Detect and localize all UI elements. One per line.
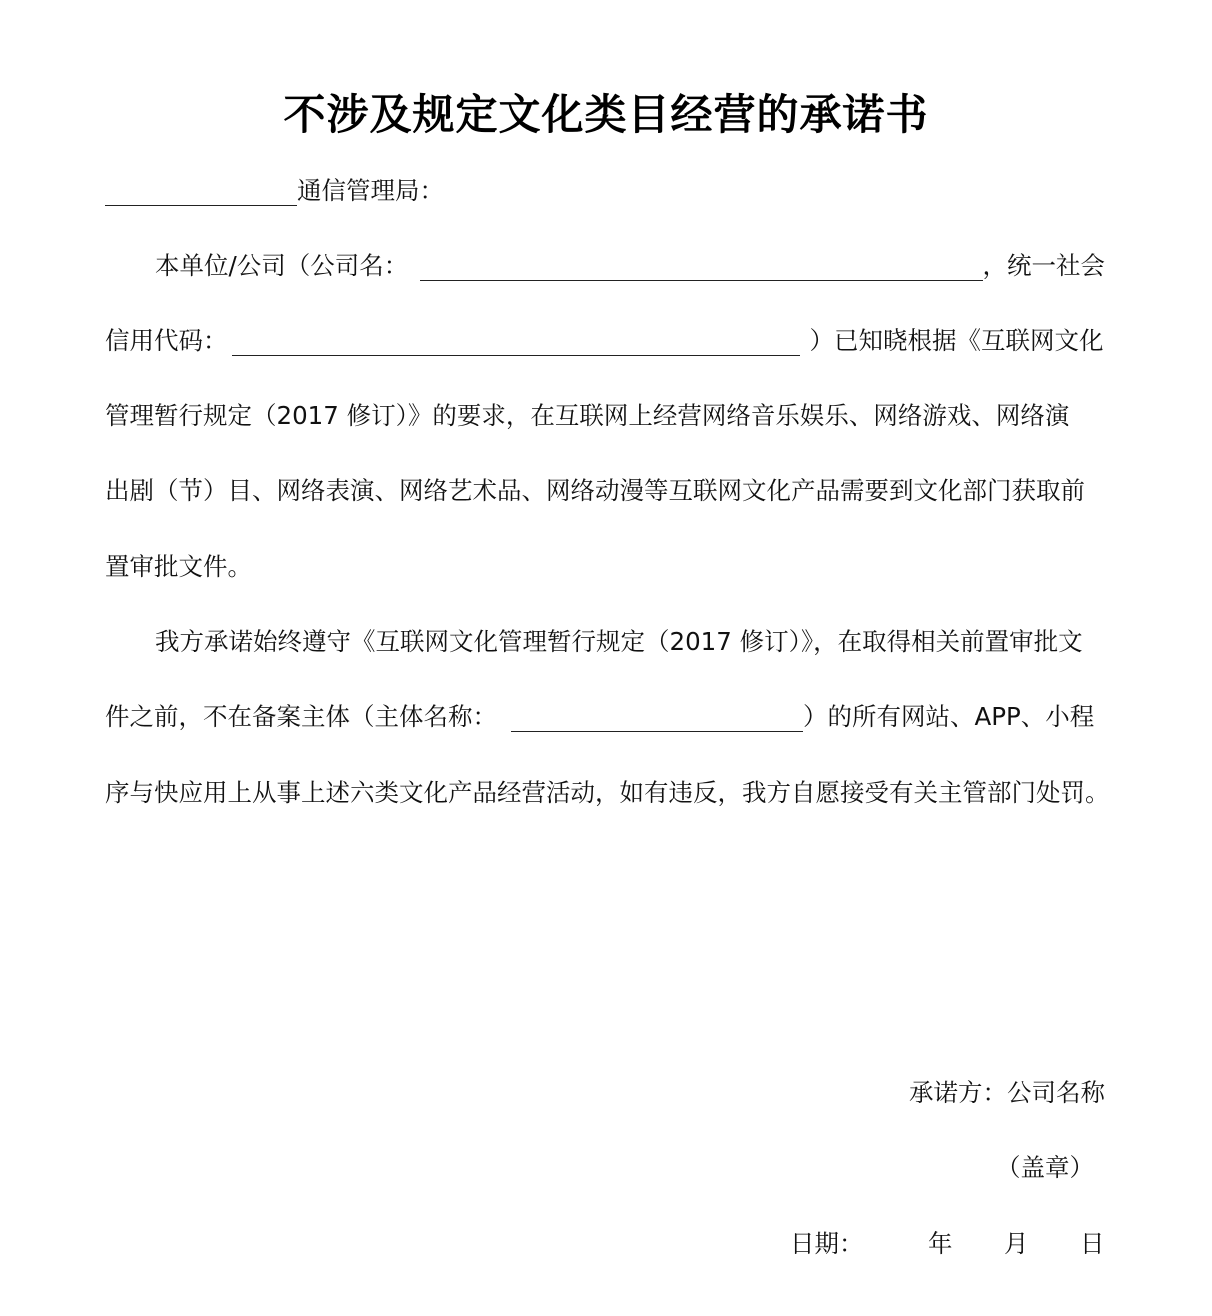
addressee-suffix: 通信管理局： bbox=[297, 176, 444, 205]
p1-line-1 bbox=[105, 246, 1105, 286]
p2-l3: 序与快应用上从事上述六类文化产品经营活动，如有违反，我方自愿接受有关主管部门处罚。 bbox=[105, 778, 1110, 807]
p2-line-2 bbox=[105, 697, 1105, 737]
date-row bbox=[790, 1224, 1106, 1264]
credit-code-blank[interactable] bbox=[232, 327, 800, 356]
date-label: 日期： bbox=[790, 1229, 864, 1258]
addressee-line bbox=[105, 171, 1105, 211]
p2-line-1 bbox=[105, 622, 1105, 662]
p1-l5: 置审批文件。 bbox=[105, 552, 252, 581]
p1-l3: 管理暂行规定（2017 修订）》的要求，在互联网上经营网络音乐娱乐、网络游戏、网络演 bbox=[105, 401, 1070, 430]
p1-line-4 bbox=[105, 471, 1105, 511]
p1-l1-start: 本单位/公司（公司名： bbox=[155, 251, 409, 280]
p2-l2-start: 件之前，不在备案主体（主体名称： bbox=[105, 702, 497, 731]
company-name-blank[interactable] bbox=[420, 252, 982, 281]
p1-l2-end: ）已知晓根据《互联网文化 bbox=[809, 326, 1104, 355]
date-month: 月 bbox=[1004, 1229, 1029, 1258]
p1-line-2 bbox=[105, 321, 1105, 361]
p2-line-3 bbox=[105, 773, 1110, 813]
p1-l4: 出剧（节）目、网络表演、网络艺术品、网络动漫等互联网文化产品需要到文化部门获取前 bbox=[105, 476, 1085, 505]
seal-line: （盖章） bbox=[996, 1153, 1094, 1182]
p1-line-5 bbox=[105, 547, 1105, 587]
date-day: 日 bbox=[1080, 1229, 1105, 1258]
p2-l1: 我方承诺始终遵守《互联网文化管理暂行规定（2017 修订）》，在取得相关前置审批文 bbox=[155, 627, 1083, 656]
p2-l2-end: ）的所有网站、APP、小程 bbox=[803, 702, 1095, 731]
p1-l2-start: 信用代码： bbox=[105, 326, 228, 355]
date-year: 年 bbox=[928, 1229, 953, 1258]
entity-name-blank[interactable] bbox=[511, 703, 803, 732]
p1-l1-end: ，统一社会 bbox=[982, 251, 1105, 280]
authority-blank[interactable] bbox=[105, 177, 297, 206]
document-title: 不涉及规定文化类目经营的承诺书 bbox=[283, 90, 929, 139]
promisor-line: 承诺方：公司名称 bbox=[909, 1078, 1105, 1107]
p1-line-3 bbox=[105, 396, 1105, 436]
